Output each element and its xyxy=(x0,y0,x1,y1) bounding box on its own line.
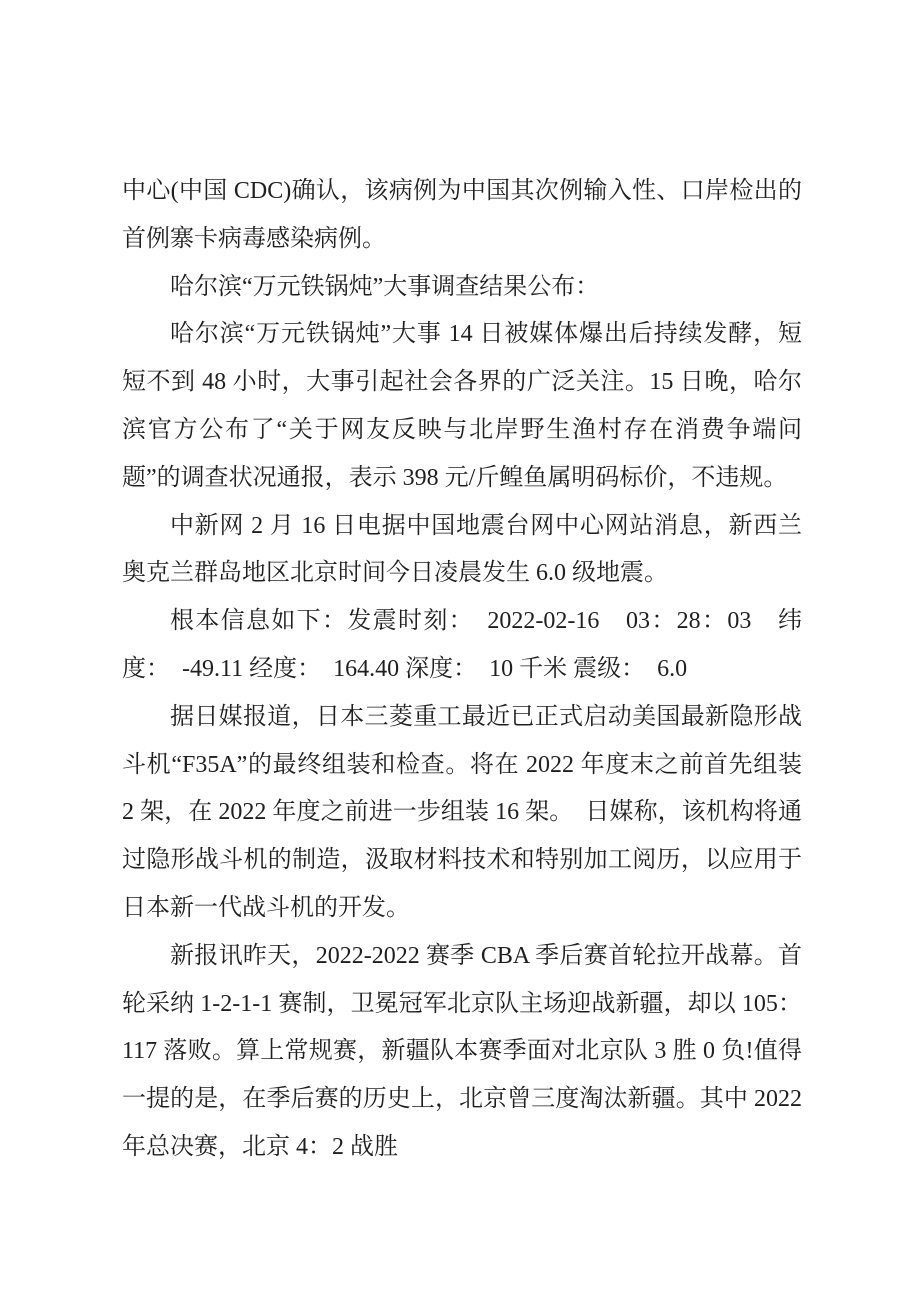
paragraph-5: 根本信息如下：发震时刻： 2022-02-16 03：28：03 纬度： -49.11 经度： 164.40 深度： 10 千米 震级： 6.0 xyxy=(122,608,802,682)
paragraph-3: 哈尔滨“万元铁锅炖”大事 14 日被媒体爆出后持续发酵，短短不到 48 小时，大事引起社会各界的广泛关注。15 日晚，哈尔滨官方公布了“关于网友反映与北岸野生渔村存在消费争端问题”的调查状况通报，表示 398 元/斤鳇鱼属明码标价，不违规。 xyxy=(122,321,802,491)
text-block xyxy=(122,168,802,1172)
paragraph-6: 据日媒报道，日本三菱重工最近已正式启动美国最新隐形战斗机“F35A”的最终组装和检查。将在 2022 年度末之前首先组装 2 架，在 2022 年度之前进一步组装 16 架。 日媒称，该机构将通过隐形战斗机的制造，汲取材料技术和特别加工阅历，以应用于日本新一代战斗机的开发。 xyxy=(122,703,802,921)
paragraph-4: 中新网 2 月 16 日电据中国地震台网中心网站消息，新西兰奥克兰群岛地区北京时间今日凌晨发生 6.0 级地震。 xyxy=(122,512,802,587)
paragraph-1: 中心(中国 CDC)确认，该病例为中国其次例输入性、口岸检出的首例寨卡病毒感染病例。 xyxy=(122,178,802,252)
paragraph-2: 哈尔滨“万元铁锅炖”大事调查结果公布： xyxy=(170,273,600,300)
paragraph-7: 新报讯昨天，2022-2022 赛季 CBA 季后赛首轮拉开战幕。首轮采纳 1-2-1-1 赛制，卫冕冠军北京队主场迎战新疆，却以 105：117 落败。算上常规赛，新疆队本赛季面对北京队 3 胜 0 负!值得一提的是，在季后赛的历史上，北京曾三度淘汰新疆。其中 2022 年总决赛，北京 4：2 战胜 xyxy=(122,942,802,1160)
